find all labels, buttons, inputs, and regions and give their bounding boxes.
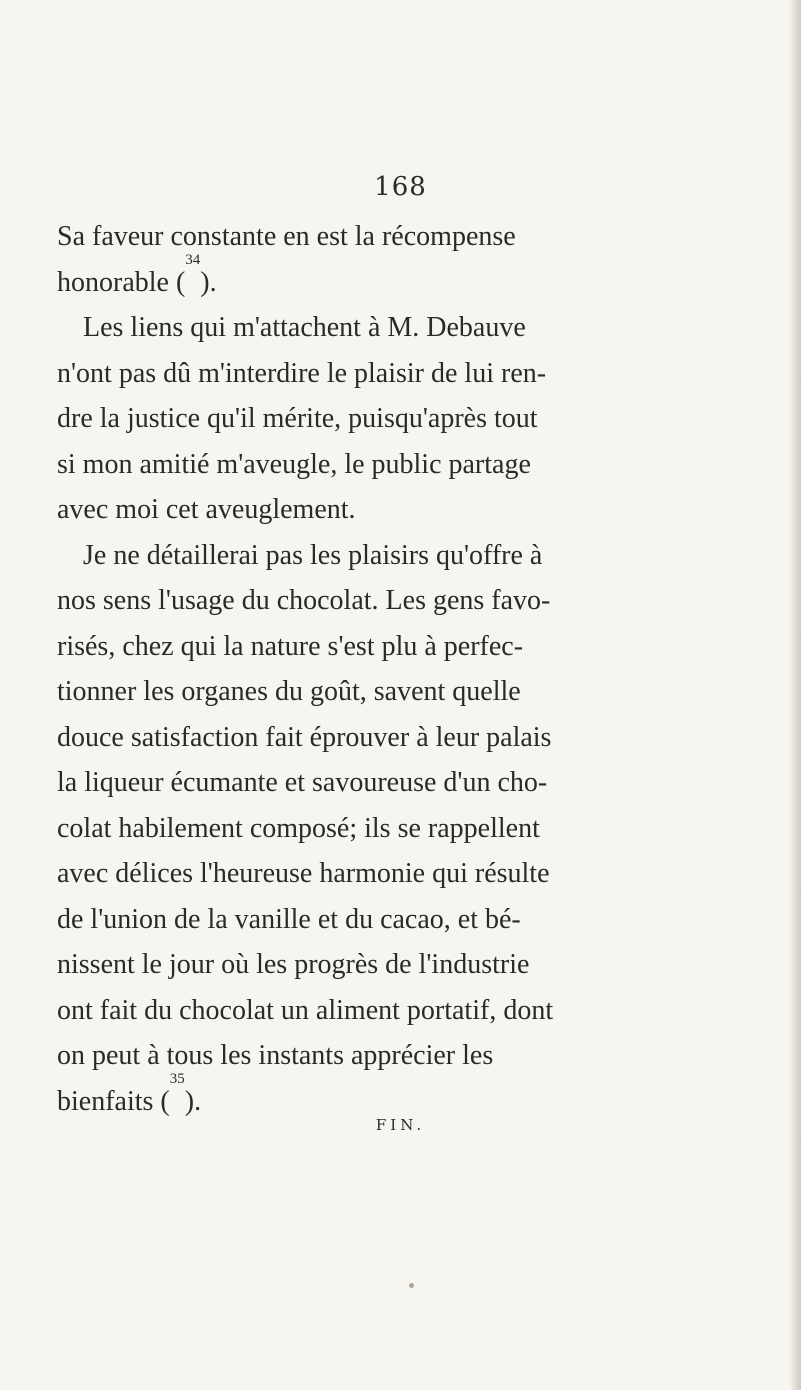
text-line — [57, 351, 749, 397]
text-line — [57, 760, 749, 806]
closing-paren: ). — [200, 266, 217, 298]
line-text: tionner les organes du goût, savent quelle — [57, 676, 521, 707]
closing-paren: ). — [184, 1085, 202, 1117]
line-text: bienfaits ( — [57, 1085, 170, 1117]
line-text: avec délices l'heureuse harmonie qui résulte — [57, 858, 550, 889]
text-line — [57, 669, 749, 715]
line-text: si mon amitié m'aveugle, le public partage — [57, 448, 531, 480]
text-line — [57, 851, 749, 897]
line-text: ont fait du chocolat un aliment portatif, dont — [57, 994, 554, 1026]
line-text: colat habilement composé; ils se rappellent — [57, 812, 540, 844]
page-number: 168 — [374, 172, 427, 202]
page-edge-shadow — [789, 0, 801, 1390]
text-line — [57, 806, 749, 852]
paper-speck — [409, 1283, 414, 1288]
text-line — [57, 305, 749, 351]
line-text: la liqueur écumante et savoureuse d'un cho- — [57, 767, 548, 798]
text-line — [57, 624, 749, 670]
line-text: Les liens qui m'attachent à M. Debauve — [83, 312, 526, 343]
footnote-ref-34[interactable]: 34 — [185, 251, 201, 268]
text-line — [57, 251, 749, 306]
line-text: Je ne détaillerai pas les plaisirs qu'offre à — [83, 539, 543, 571]
text-line — [57, 578, 749, 624]
line-text: nos sens l'usage du chocolat. Les gens favo- — [57, 585, 551, 616]
text-line — [57, 715, 749, 761]
text-line — [57, 214, 749, 260]
text-line — [57, 1033, 749, 1079]
line-text: nissent le jour où les progrès de l'industrie — [57, 949, 530, 980]
line-text: avec moi cet aveuglement. — [57, 494, 356, 525]
fin-marker: FIN. — [375, 1116, 426, 1134]
text-line — [57, 396, 749, 442]
text-line — [57, 988, 749, 1034]
text-line — [57, 897, 749, 943]
text-line — [57, 533, 749, 579]
text-line — [57, 442, 749, 488]
line-text: de l'union de la vanille et du cacao, et bé- — [57, 903, 521, 935]
text-line — [57, 942, 749, 988]
line-text: douce satisfaction fait éprouver à leur palais — [57, 721, 552, 753]
line-text: honorable ( — [57, 266, 186, 298]
footnote-ref-35[interactable]: 35 — [169, 1070, 185, 1087]
body-text — [57, 214, 749, 1124]
text-line — [57, 487, 749, 533]
line-text: on peut à tous les instants apprécier les — [57, 1040, 494, 1071]
line-text: risés, chez qui la nature s'est plu à perfec- — [57, 630, 524, 662]
line-text: dre la justice qu'il mérite, puisqu'après tout — [57, 403, 538, 434]
line-text: n'ont pas dû m'interdire le plaisir de lui ren- — [57, 357, 547, 389]
line-text: Sa faveur constante en est la récompense — [57, 221, 516, 252]
